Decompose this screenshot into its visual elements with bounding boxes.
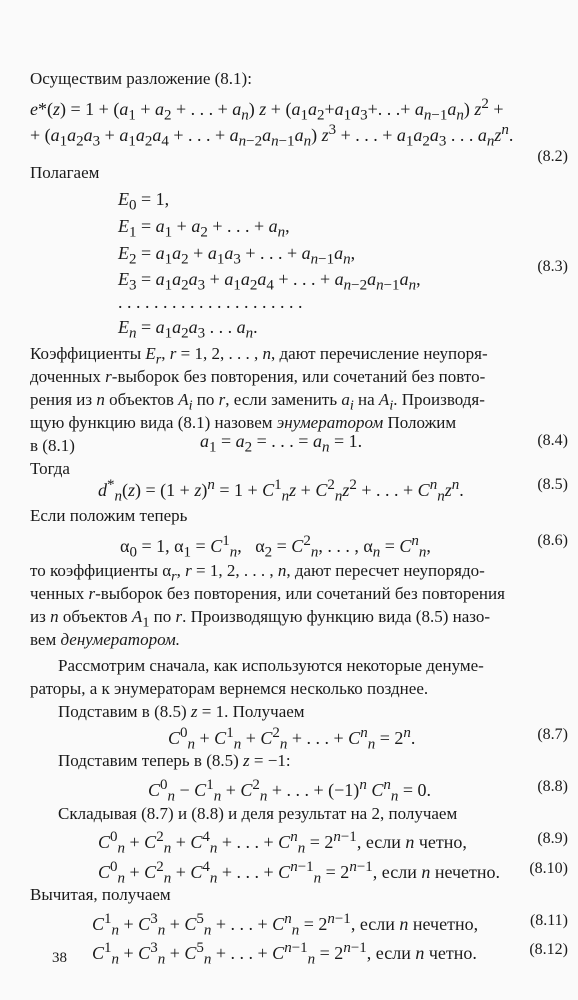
text-line-l16: Тогда [30,459,70,478]
equation-number-n85: (8.5) [537,476,568,493]
text-line-l14: в (8.1) [30,436,75,455]
equation-number-n810: (8.10) [529,860,568,877]
equation-number-n86: (8.6) [537,532,568,549]
text-line-l10: Коэффициенты $E_r$, r = 1, 2, . . . , n, дают перечисление неупоря- [30,344,488,368]
text-line-l25: раторы, а к энумераторам вернемся несколько позднее. [30,679,429,698]
text-line-l1: $e*(z) = 1 + (a_1 + a_2$ + . . . + $a_n$) $z + (a_1a_2+a_1a_3+$. . .+ $a_{n-1}a_n$) $z^2$ + [30,96,504,124]
equation-number-n87: (8.7) [537,726,568,743]
text-line-l26: Подставим в (8.5) z = 1. Получаем [58,702,305,721]
text-line-l15: $a_1 = a_2$ = . . . = $a_n = 1$. [200,431,363,456]
text-line-l17: $d^*_n(z) = (1 + z)^n = 1 + C^1_nz + C^2_nz^2$ + . . . + $C^n_nz^n$. [98,477,464,505]
text-line-l18: Если положим теперь [30,506,188,525]
text-line-l32: $C^0_n + C^2_n + C^4_n$ + . . . + $C^{n-1}_n = 2^{n-1}$, если n нечетно. [98,859,501,887]
page-number: 38 [52,950,67,966]
text-line-l31: $C^0_n + C^2_n + C^4_n$ + . . . + $C^n_n = 2^{n-1}$, если n четно, [98,829,467,857]
text-line-l9: $E_n = a_1a_2a_3$ . . . $a_n$. [118,317,258,342]
text-line-l20: то коэффициенты $\alpha_r$, r = 1, 2, . . . , n, дают пересчет неупорядо- [30,561,485,585]
text-line-l2: + ($a_1a_2a_3 + a_1a_2a_4$ + . . . + $a_{n-2}a_{n-1}a_n$) $z^3$ + . . . + $a_1a_2a_3$ . . . $a_nz^n$. [30,122,514,150]
equation-number-n811: (8.11) [529,912,568,929]
text-line-l13: щую функцию вида (8.1) назовем энумератором Положим [30,413,457,432]
text-line-l27: $C^0_n + C^1_n + C^2_n$ + . . . + $C^n_n = 2^n$. [168,725,416,753]
equation-number-n89: (8.9) [537,830,568,847]
text-line-l11: доченных r-выборок без повторения, или сочетаний без повто- [30,367,486,386]
text-line-l29: $C^0_n - C^1_n + C^2_n$ + . . . + $(-1)^n$ $C^n_n = 0$. [148,777,431,805]
text-line-l28: Подставим теперь в (8.5) z = −1: [58,751,291,770]
text-line-l35: $C^1_n + C^3_n + C^5_n$ + . . . + $C^{n-1}_n = 2^{n-1}$, если n четно. [92,940,477,968]
equation-number-n82: (8.2) [537,148,568,165]
equation-number-n88: (8.8) [537,778,568,795]
text-line-l4: $E_0 = 1$, [118,189,170,214]
text-line-l5: $E_1 = a_1 + a_2$ + . . . + $a_n$, [118,216,290,241]
equation-number-n84: (8.4) [537,432,568,449]
text-line-l24: Рассмотрим сначала, как используются некоторые денуме- [58,656,484,675]
equation-number-n812: (8.12) [529,941,568,958]
text-line-l22: из n объектов $A_1$ по r. Производящую функцию вида (8.5) назо- [30,607,491,631]
equation-number-n83: (8.3) [537,258,568,275]
text-line-l0: Осуществим разложение (8.1): [30,69,252,88]
text-line-l3: Полагаем [30,163,100,182]
text-line-l23: вем денумератором. [30,630,181,649]
text-line-l30: Складывая (8.7) и (8.8) и деля результат на 2, получаем [58,804,458,823]
text-line-l6: $E_2 = a_1a_2 + a_1a_3$ + . . . + $a_{n-1}a_n$, [118,243,356,268]
text-line-l21: ченных r-выборок без повторения, или сочетаний без повторения [30,584,505,603]
text-line-l33: Вычитая, получаем [30,885,171,904]
text-line-l7: $E_3 = a_1a_2a_3 + a_1a_2a_4$ + . . . + $a_{n-2}a_{n-1}a_n$, [118,269,421,294]
text-line-l12: рения из n объектов $A_i$ по r, если заменить $a_i$ на $A_i$. Производя- [30,390,485,414]
text-line-l19: $\alpha_0 = 1$, $\alpha_1 = C^1_n$, $\alpha_2 = C^2_n$, . . . , $\alpha_n = C^n_n$, [120,533,431,561]
text-line-l34: $C^1_n + C^3_n + C^5_n$ + . . . + $C^n_n = 2^{n-1}$, если n нечетно, [92,911,479,939]
text-line-l8: . . . . . . . . . . . . . . . . . . . . . [118,292,303,312]
